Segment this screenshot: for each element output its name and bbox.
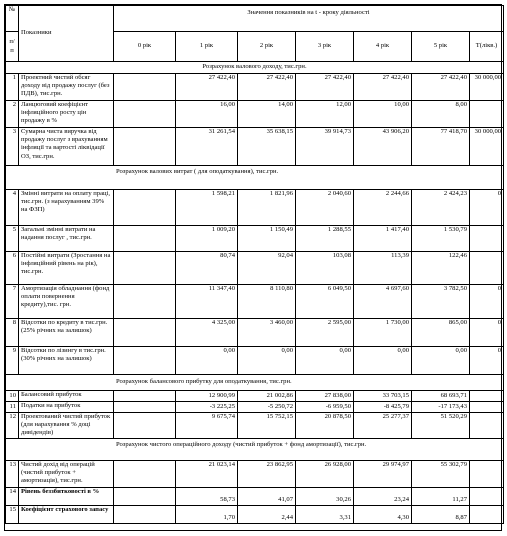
cell-value: 21 023,14 bbox=[176, 460, 238, 487]
row-label: Балансовий прибуток bbox=[19, 391, 114, 402]
table-row bbox=[6, 505, 504, 523]
cell-value: 35 638,15 bbox=[238, 128, 296, 166]
section-title: Розрахунок валових витрат ( для оподаткування), тис.грн. bbox=[6, 166, 504, 190]
cell-value: 0,00 bbox=[296, 347, 354, 375]
table-row bbox=[6, 101, 504, 128]
row-number: 10 bbox=[6, 391, 19, 402]
header-row-1 bbox=[6, 6, 504, 32]
cell-value: 4 325,00 bbox=[176, 319, 238, 347]
cell-value: 1 730,00 bbox=[354, 319, 412, 347]
cell-value: -6 959,50 bbox=[296, 402, 354, 413]
cell-value: 122,46 bbox=[412, 252, 470, 285]
cell-value bbox=[114, 252, 176, 285]
cell-value bbox=[114, 101, 176, 128]
cell-value: -3 225,25 bbox=[176, 402, 238, 413]
cell-value bbox=[114, 460, 176, 487]
cell-value: 30 000,00 bbox=[470, 128, 504, 166]
row-number: 2 bbox=[6, 101, 19, 128]
section-title: Розрахунок валового доходу, тис.грн. bbox=[6, 62, 504, 74]
table-row bbox=[6, 413, 504, 439]
cell-value: 31 261,54 bbox=[176, 128, 238, 166]
financial-indicators-table bbox=[5, 5, 504, 524]
row-label: Постійні витрати (Зростання на інфляційний рівень на рік), тис.грн. bbox=[19, 252, 114, 285]
cell-value: 0 bbox=[470, 190, 504, 226]
row-number: 1 bbox=[6, 74, 19, 101]
row-number: 9 bbox=[6, 347, 19, 375]
cell-value: 0,00 bbox=[412, 347, 470, 375]
cell-value: 3 460,00 bbox=[238, 319, 296, 347]
cell-value: 29 974,97 bbox=[354, 460, 412, 487]
cell-value: 23,24 bbox=[354, 487, 412, 505]
cell-value: 0,00 bbox=[238, 347, 296, 375]
table-row bbox=[6, 460, 504, 487]
cell-value: 1 288,55 bbox=[296, 226, 354, 252]
cell-value: 1 530,79 bbox=[412, 226, 470, 252]
cell-value bbox=[114, 505, 176, 523]
row-number: 3 bbox=[6, 128, 19, 166]
table-row bbox=[6, 285, 504, 319]
cell-value: 27 422,40 bbox=[296, 74, 354, 101]
cell-value: 1 598,21 bbox=[176, 190, 238, 226]
row-number: 11 bbox=[6, 402, 19, 413]
cell-value bbox=[114, 402, 176, 413]
cell-value: 11 347,40 bbox=[176, 285, 238, 319]
table-row bbox=[6, 128, 504, 166]
cell-value: 20 878,50 bbox=[296, 413, 354, 439]
cell-value: 0,00 bbox=[354, 347, 412, 375]
cell-value bbox=[470, 101, 504, 128]
cell-value: 55 302,79 bbox=[412, 460, 470, 487]
cell-value: 0 bbox=[470, 347, 504, 375]
cell-value bbox=[114, 391, 176, 402]
cell-value: 4 697,60 bbox=[354, 285, 412, 319]
cell-value: 39 914,73 bbox=[296, 128, 354, 166]
cell-value: 1 821,96 bbox=[238, 190, 296, 226]
cell-value: 0,00 bbox=[176, 347, 238, 375]
cell-value: -8 425,79 bbox=[354, 402, 412, 413]
cell-value: 865,00 bbox=[412, 319, 470, 347]
cell-value: 27 422,40 bbox=[354, 74, 412, 101]
section-title: Розрахунок балансового прибутку для оподаткування, тис.грн. bbox=[6, 375, 504, 391]
cell-value: 2 244,66 bbox=[354, 190, 412, 226]
cell-value: 0 bbox=[470, 285, 504, 319]
row-label: Амортизація обладнання (фонд оплати повернення кредиту),тис. грн. bbox=[19, 285, 114, 319]
section-net-operating-income bbox=[6, 438, 504, 460]
cell-value bbox=[470, 226, 504, 252]
cell-value bbox=[114, 226, 176, 252]
cell-value: 2 595,00 bbox=[296, 319, 354, 347]
cell-value bbox=[470, 505, 504, 523]
cell-value: 1 150,49 bbox=[238, 226, 296, 252]
cell-value: 15 752,15 bbox=[238, 413, 296, 439]
cell-value: 3 782,50 bbox=[412, 285, 470, 319]
cell-value: 1 417,40 bbox=[354, 226, 412, 252]
cell-value bbox=[470, 413, 504, 439]
cell-value: 10,00 bbox=[354, 101, 412, 128]
cell-value: 12,00 bbox=[296, 101, 354, 128]
row-number: 13 bbox=[6, 460, 19, 487]
table-row bbox=[6, 391, 504, 402]
cell-value: 4,30 bbox=[354, 505, 412, 523]
header-pp: п/п bbox=[6, 32, 19, 62]
cell-value: 21 002,86 bbox=[238, 391, 296, 402]
header-year-1: 1 рік bbox=[176, 32, 238, 62]
row-number: 15 bbox=[6, 505, 19, 523]
section-gross-revenue bbox=[6, 62, 504, 74]
header-year-3: 3 рік bbox=[296, 32, 354, 62]
cell-value: 80,74 bbox=[176, 252, 238, 285]
row-label: Податки на прибуток bbox=[19, 402, 114, 413]
table-row bbox=[6, 347, 504, 375]
header-year-2: 2 рік bbox=[238, 32, 296, 62]
row-label: Проектний чистий обсяг доходу від продажу послуг (без ПДВ), тис.грн. bbox=[19, 74, 114, 101]
cell-value: -17 173,43 bbox=[412, 402, 470, 413]
row-label: Ланцюговий коефіцієнт інфляційного росту цін продажу в % bbox=[19, 101, 114, 128]
section-balance-profit bbox=[6, 375, 504, 391]
cell-value bbox=[470, 460, 504, 487]
table-row bbox=[6, 74, 504, 101]
section-gross-expenses bbox=[6, 166, 504, 190]
cell-value: 11,27 bbox=[412, 487, 470, 505]
cell-value: 8,87 bbox=[412, 505, 470, 523]
cell-value: 33 703,15 bbox=[354, 391, 412, 402]
cell-value: 14,00 bbox=[238, 101, 296, 128]
cell-value: 68 693,71 bbox=[412, 391, 470, 402]
table-row bbox=[6, 226, 504, 252]
cell-value: 2,44 bbox=[238, 505, 296, 523]
header-year-liquidation: Т(лікв.) bbox=[470, 32, 504, 62]
cell-value bbox=[470, 391, 504, 402]
cell-value: 43 906,20 bbox=[354, 128, 412, 166]
cell-value bbox=[114, 74, 176, 101]
row-label: Чистий дохід від операцій (чистий прибуток + амортизація), тис.грн. bbox=[19, 460, 114, 487]
cell-value bbox=[470, 252, 504, 285]
cell-value: 113,39 bbox=[354, 252, 412, 285]
cell-value: 23 862,95 bbox=[238, 460, 296, 487]
header-indicator: Показники bbox=[19, 6, 114, 62]
cell-value: 0 bbox=[470, 319, 504, 347]
cell-value: 92,04 bbox=[238, 252, 296, 285]
cell-value: 27 838,00 bbox=[296, 391, 354, 402]
table-row bbox=[6, 319, 504, 347]
header-values-title: Значення показників на t - кроку діяльності bbox=[114, 6, 504, 32]
row-label: Проектований чистий прибуток (для нарахування % доці дивідендів) bbox=[19, 413, 114, 439]
cell-value: 51 520,29 bbox=[412, 413, 470, 439]
row-number: 4 bbox=[6, 190, 19, 226]
cell-value bbox=[114, 347, 176, 375]
row-number: 5 bbox=[6, 226, 19, 252]
row-label: Коефіцієнт страхового запасу bbox=[19, 505, 114, 523]
table-row bbox=[6, 190, 504, 226]
header-year-0: 0 рік bbox=[114, 32, 176, 62]
cell-value: 30,26 bbox=[296, 487, 354, 505]
cell-value: 25 277,37 bbox=[354, 413, 412, 439]
row-number: 12 bbox=[6, 413, 19, 439]
cell-value: 77 418,70 bbox=[412, 128, 470, 166]
cell-value bbox=[114, 128, 176, 166]
cell-value: 3,31 bbox=[296, 505, 354, 523]
cell-value: 12 900,99 bbox=[176, 391, 238, 402]
cell-value: 27 422,40 bbox=[176, 74, 238, 101]
table-row bbox=[6, 252, 504, 285]
cell-value: 2 424,23 bbox=[412, 190, 470, 226]
cell-value bbox=[114, 319, 176, 347]
header-year-4: 4 рік bbox=[354, 32, 412, 62]
header-no: № bbox=[6, 6, 19, 32]
row-number: 7 bbox=[6, 285, 19, 319]
table-row bbox=[6, 487, 504, 505]
section-title: Розрахунок чистого операційного доходу (чистий прибуток + фонд амортизації), тис.грн. bbox=[6, 438, 504, 460]
cell-value bbox=[470, 402, 504, 413]
cell-value: 2 040,60 bbox=[296, 190, 354, 226]
cell-value bbox=[114, 487, 176, 505]
cell-value: 16,00 bbox=[176, 101, 238, 128]
cell-value: 30 000,00 bbox=[470, 74, 504, 101]
cell-value bbox=[114, 285, 176, 319]
cell-value: 8,00 bbox=[412, 101, 470, 128]
row-label: Відсотки по кредиту в тис.грн. (25% річних на залишок) bbox=[19, 319, 114, 347]
row-label: Загальні змінні витрати на надання послуг , тис.грн. bbox=[19, 226, 114, 252]
cell-value: 27 422,40 bbox=[238, 74, 296, 101]
cell-value: -5 250,72 bbox=[238, 402, 296, 413]
row-label: Відсотки по лізингу в тис.грн. (30% річних на залишок) bbox=[19, 347, 114, 375]
cell-value: 103,08 bbox=[296, 252, 354, 285]
row-label: Змінні витрати на оплату праці, тис.грн. (з нарахуванням 39% на ФЗП) bbox=[19, 190, 114, 226]
header-year-5: 5 рік bbox=[412, 32, 470, 62]
cell-value bbox=[114, 190, 176, 226]
financial-table-sheet bbox=[4, 4, 502, 531]
row-number: 8 bbox=[6, 319, 19, 347]
cell-value bbox=[470, 487, 504, 505]
row-number: 6 bbox=[6, 252, 19, 285]
cell-value: 58,73 bbox=[176, 487, 238, 505]
cell-value: 9 675,74 bbox=[176, 413, 238, 439]
row-label: Сумарна чиста виручка від продажу послуг з врахуванням інфляції та вартості ліквідації ОЗ, тис.грн. bbox=[19, 128, 114, 166]
row-label: Рівень беззбитковості в % bbox=[19, 487, 114, 505]
cell-value: 26 928,00 bbox=[296, 460, 354, 487]
cell-value: 41,07 bbox=[238, 487, 296, 505]
cell-value: 6 049,50 bbox=[296, 285, 354, 319]
cell-value: 1 009,20 bbox=[176, 226, 238, 252]
cell-value: 27 422,40 bbox=[412, 74, 470, 101]
cell-value: 1,70 bbox=[176, 505, 238, 523]
row-number: 14 bbox=[6, 487, 19, 505]
table-row bbox=[6, 402, 504, 413]
cell-value: 8 110,80 bbox=[238, 285, 296, 319]
cell-value bbox=[114, 413, 176, 439]
